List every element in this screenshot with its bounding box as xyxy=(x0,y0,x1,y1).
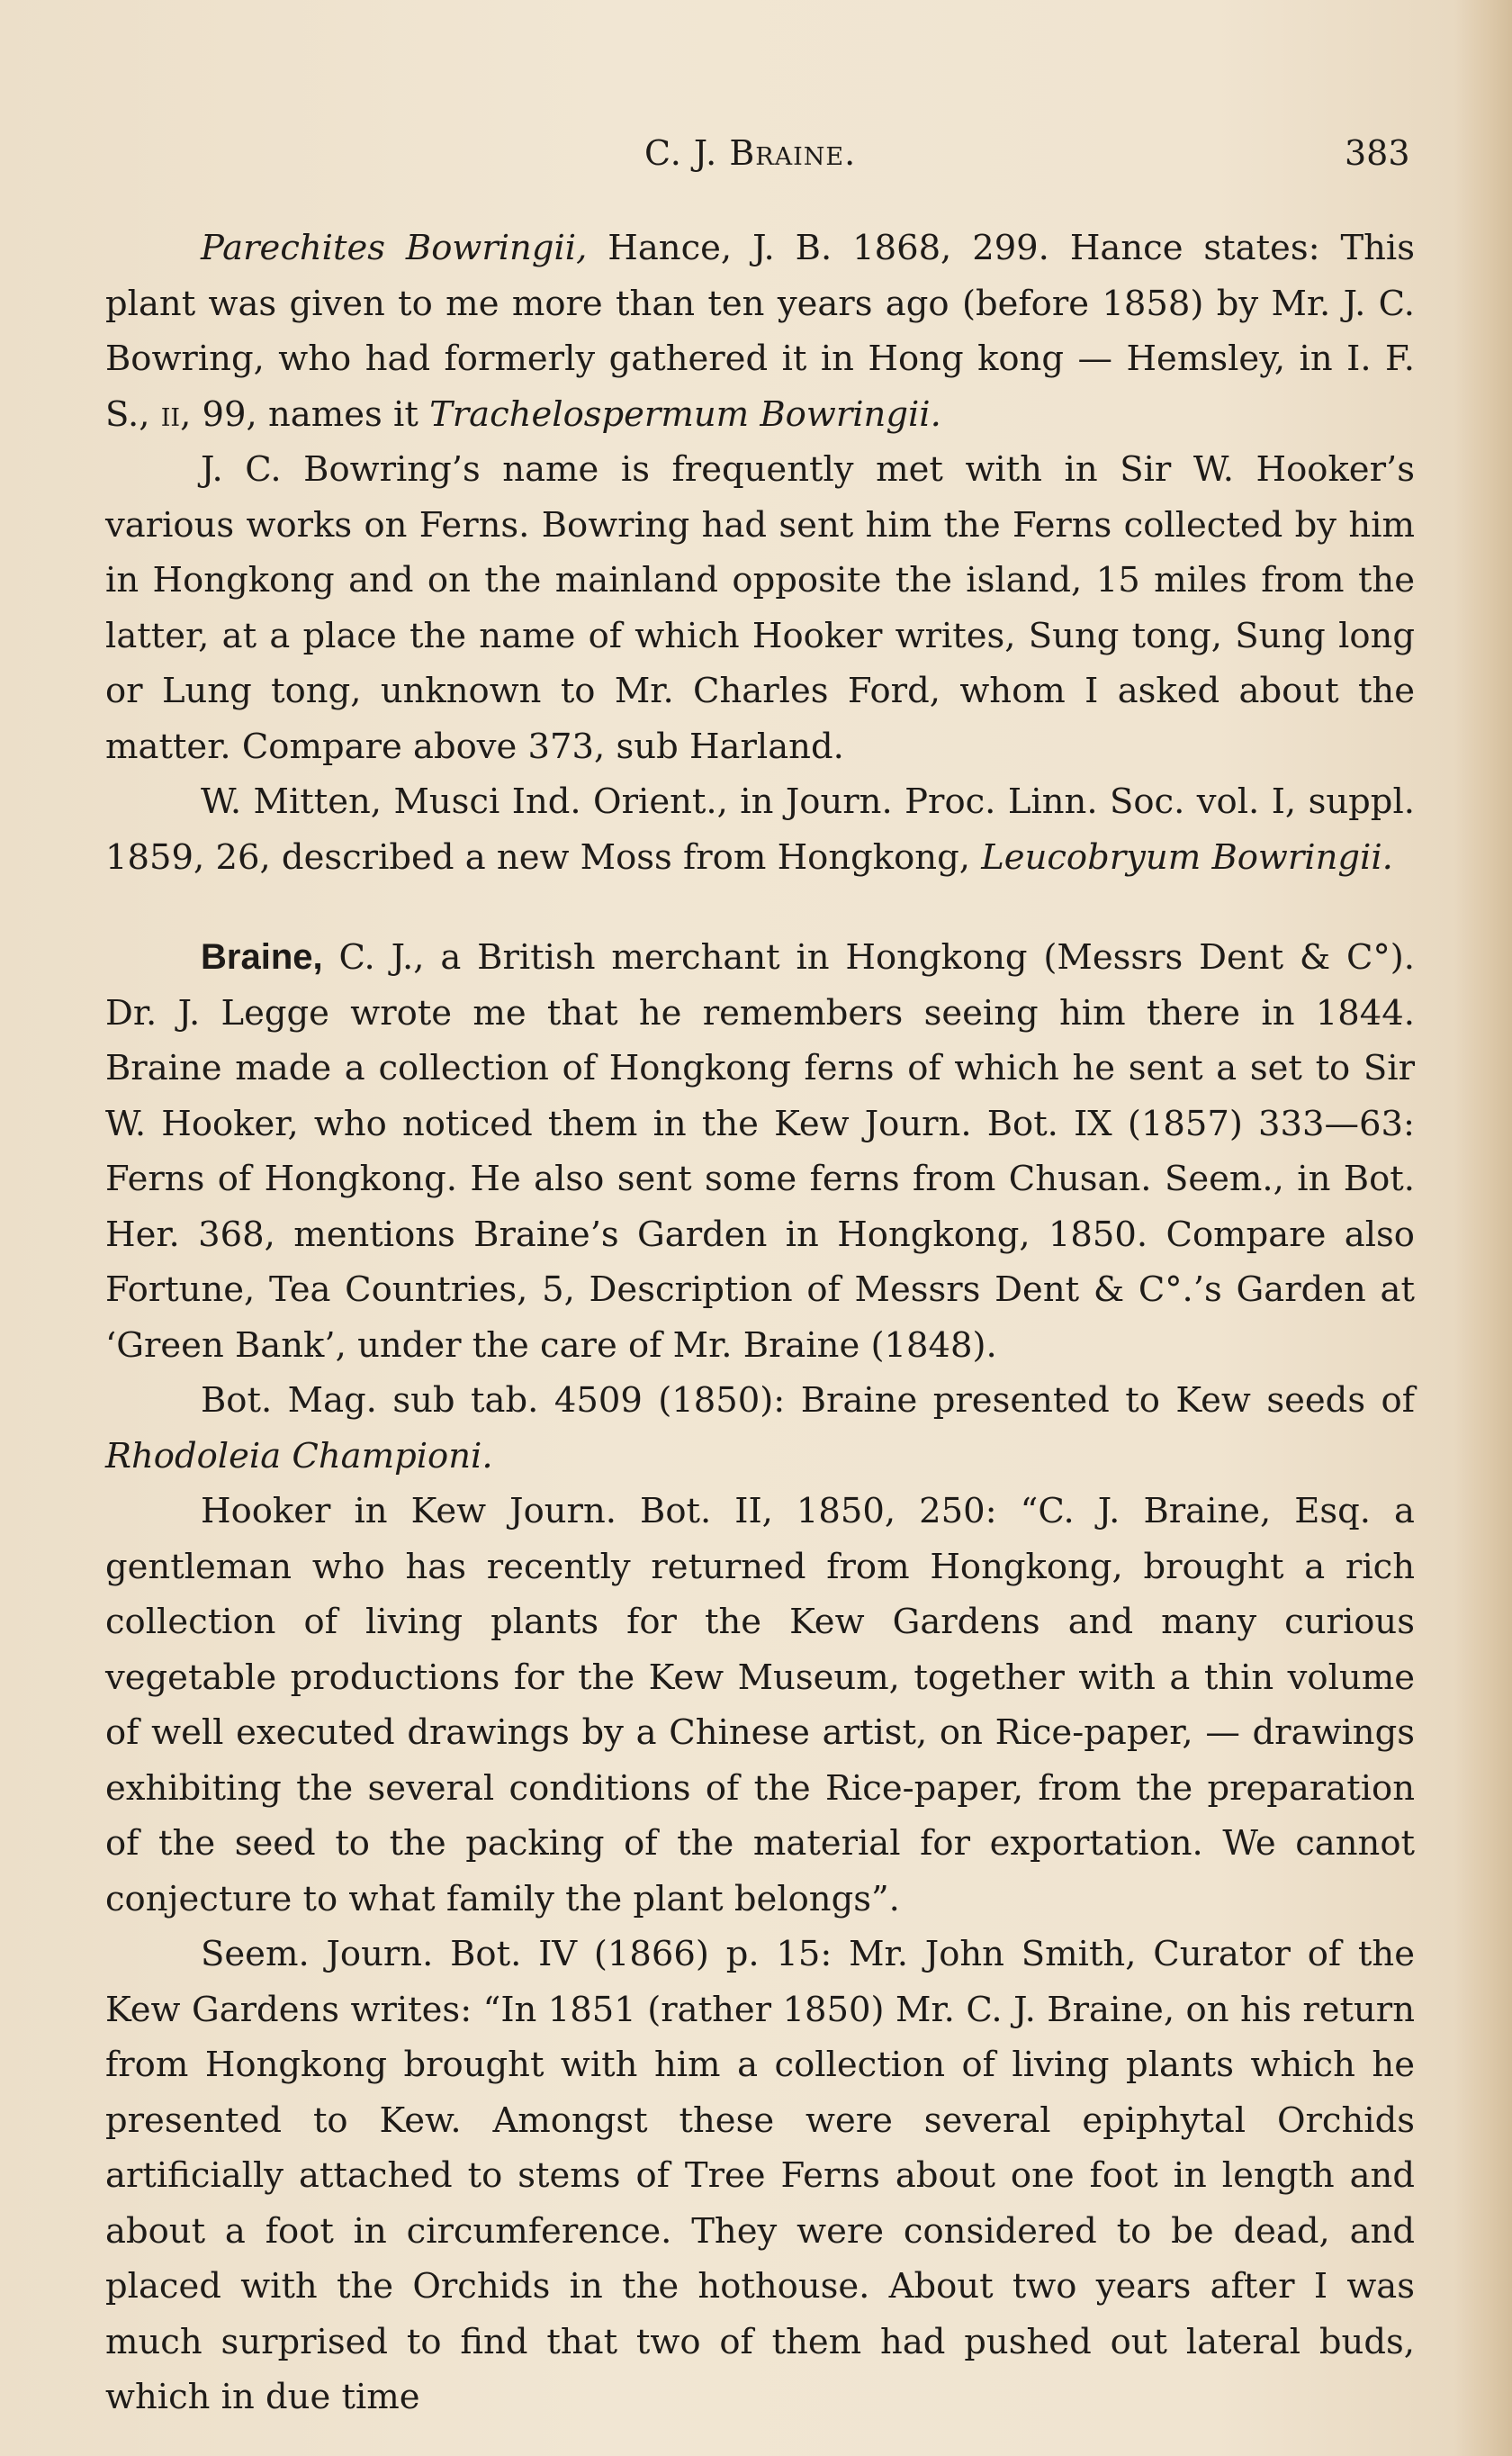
species-name: Parechites Bowringii, xyxy=(201,228,588,268)
paragraph-text: C. J., a British merchant in Hongkong (Messrs Dent & C°). Dr. J. Legge wrote me that he remembers seeing him there in 1844. Braine made a collection of Hongkong ferns of which he sent a set to Sir W. Hooker, who noticed them in the Kew Journ. Bot. IX (1857) 333—63: Ferns of Hongkong. He also sent some ferns from Chusan. Seem., in Bot. Her. 368, mentions Braine’s Garden in Hongkong, 1850. Compare also Fortune, Tea Countries, 5, Description of Messrs Dent & C°.’s Garden at ‘Green Bank’, under the care of Mr. Braine (1848). xyxy=(105,937,1415,1366)
paragraph-mitten xyxy=(105,774,1415,885)
paragraph-parechites xyxy=(105,221,1415,442)
entry-heading: Braine, xyxy=(201,937,323,977)
page-header xyxy=(0,133,1512,178)
species-name: Leucobryum Bowringii. xyxy=(981,836,1393,878)
paragraph-braine-entry xyxy=(105,930,1415,1373)
paragraph-text: , 99, names it xyxy=(180,393,430,435)
page-number: 383 xyxy=(1345,133,1410,173)
entry-separator xyxy=(105,885,1415,930)
volume-number: ii xyxy=(160,393,181,435)
paragraph-text: Bot. Mag. sub tab. 4509 (1850): Braine presented to Kew seeds of xyxy=(201,1380,1415,1421)
species-name: Trachelospermum Bowringii. xyxy=(429,393,941,435)
species-name: Rhodoleia Championi. xyxy=(105,1435,493,1476)
running-head: C. J. Braine. xyxy=(644,133,857,173)
paragraph-bot-mag xyxy=(105,1373,1415,1484)
paragraph-seem-journ: Seem. Journ. Bot. IV (1866) p. 15: Mr. John Smith, Curator of the Kew Gardens writes: “In 1851 (rather 1850) Mr. C. J. Braine, on his return from Hongkong brought with him a collection of living plants which he presented to Kew. Amongst these were several epiphytal Orchids artificially attached to stems of Tree Ferns about one foot in length and about a foot in circumference. They were considered to be dead, and placed with the Orchids in the hothouse. About two years after I was much surprised to find that two of them had pushed out lateral buds, which in due time xyxy=(105,1934,1415,2417)
paragraph-text: Hance, J. B. 1868, 299. Hance states: This plant was given to me more than ten years ago (before 1858) by Mr. J. C. Bowring, who had formerly gathered it in Hong kong — Hemsley, in I. F. S., xyxy=(105,228,1415,435)
paragraph-hooker-kew: Hooker in Kew Journ. Bot. II, 1850, 250: “C. J. Braine, Esq. a gentleman who has recently returned from Hongkong, brought a rich collection of living plants for the Kew Gardens and many curious vegetable productions for the Kew Museum, together with a thin volume of well executed drawings by a Chinese artist, on Rice-paper, — drawings exhibiting the several conditions of the Rice-paper, from the preparation of the seed to the packing of the material for exportation. We cannot conjecture to what family the plant belongs”. xyxy=(105,1491,1415,1919)
paragraph-bowring-ferns: J. C. Bowring’s name is frequently met with in Sir W. Hooker’s various works on Ferns. Bowring had sent him the Ferns collected by him in Hongkong and on the mainland opposite the island, 15 miles from the latter, at a place the name of which Hooker writes, Sung tong, Sung long or Lung tong, unknown to Mr. Charles Ford, whom I asked about the matter. Compare above 373, sub Harland. xyxy=(105,449,1415,767)
paragraph-text: W. Mitten, Musci Ind. Orient., in Journ. Proc. Linn. Soc. vol. I, suppl. 1859, 26, described a new Moss from Hongkong, xyxy=(105,781,1415,878)
page-edge-shadow xyxy=(1454,0,1512,2456)
page-body xyxy=(105,221,1415,2425)
